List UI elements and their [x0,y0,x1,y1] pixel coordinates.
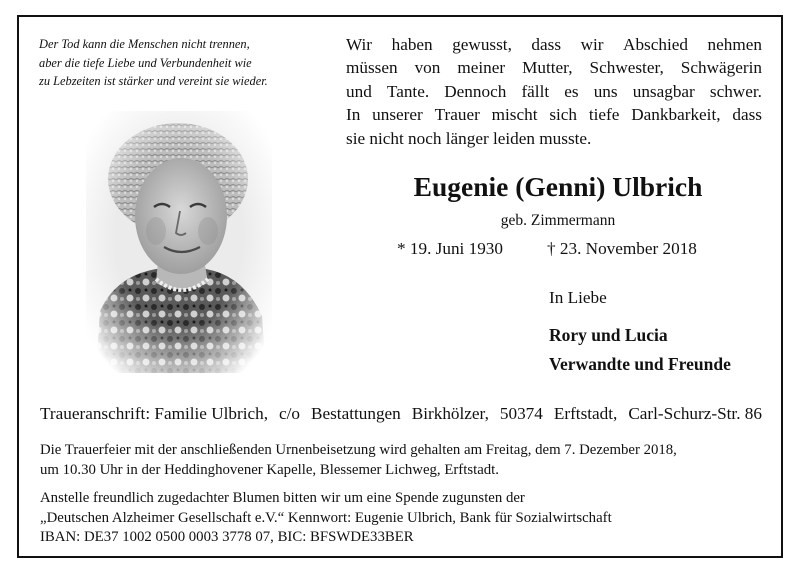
intro-word: sich [549,105,578,125]
ceremony-line: Die Trauerfeier mit der anschließenden Urnenbeisetzung wird gehalten am Freitag, dem 7. Dezember 2018, [40,442,677,458]
intro-word: In [346,105,361,125]
intro-word: Mutter, [522,58,573,78]
address-part: Traueranschrift: Familie Ulbrich, [40,404,269,423]
birth-date: * 19. Juni 1930 [397,239,503,258]
address-part: Carl-Schurz-Str. 86 [628,404,762,423]
intro-line [346,80,762,103]
quote-line: zu Lebzeiten ist stärker und vereint sie wieder. [39,74,268,88]
intro-word: Wir [346,35,373,54]
intro-word: mischt [491,105,538,125]
address-part: Bestattungen [311,404,401,423]
address-part: Erftstadt, [553,404,618,423]
ceremony-info [40,441,765,480]
quote-line: aber die tiefe Liebe und Verbundenheit wie [39,55,252,70]
intro-word: Trauer [434,105,480,125]
address-part: c/o [279,404,301,423]
intro-word: tiefe [588,105,620,125]
portrait-photo [86,111,272,373]
address-part: Birkhölzer, [411,404,489,423]
intro-line [346,103,762,126]
death-date: † 23. November 2018 [547,239,697,258]
intro-word: müssen [346,58,398,78]
quote-line: Der Tod kann die Menschen nicht trennen, [39,37,250,51]
intro-word: Dennoch [444,81,507,101]
maiden-name: geb. Zimmermann [500,212,616,229]
donation-info [40,489,765,548]
intro-word: Schwägerin [680,58,762,78]
intro-word: es [564,81,579,101]
intro-word: nehmen [707,35,762,54]
intro-word: dass [531,35,562,54]
intro-word: uns [593,81,618,101]
intro-word: haben [391,35,433,54]
donation-line: IBAN: DE37 1002 0500 0003 3778 07, BIC: BFSWDE33BER [40,529,414,545]
intro-word: unserer [372,105,423,125]
ceremony-line: um 10.30 Uhr in der Heddinghovener Kapelle, Blessemer Lichweg, Erftstadt. [40,461,499,478]
intro-word: dass [732,105,762,125]
intro-line [346,33,762,56]
deceased-name: Eugenie (Genni) Ulbrich [413,171,703,202]
intro-word: Abschied [623,35,688,54]
memorial-quote [39,35,324,91]
intro-line [346,56,762,79]
intro-word: schwer. [709,81,762,101]
intro-word: Dankbarkeit, [631,105,721,125]
intro-word: sie nicht noch länger leiden musste. [346,128,592,148]
intro-word: fällt [521,81,550,101]
mourners-intro: In Liebe [549,288,607,307]
intro-word: unsagbar [632,81,695,101]
intro-text [346,33,762,150]
intro-word: meiner [457,58,506,78]
intro-word: und [346,81,372,101]
intro-word: Schwester, [589,58,664,78]
donation-line: Anstelle freundlich zugedachter Blumen bitten wir um eine Spende zugunsten der [40,490,525,506]
address-part: 50374 [499,404,543,423]
intro-line [346,127,762,150]
intro-word: von [414,58,441,78]
mourners-line: Rory und Lucia [549,325,668,345]
intro-word: Tante. [386,81,430,101]
mourning-address [40,404,762,424]
donation-line: „Deutschen Alzheimer Gesellschaft e.V.“ Kennwort: Eugenie Ulbrich, Bank für Sozialwirtschaft [40,509,612,526]
intro-word: gewusst, [452,35,512,54]
mourners-line: Verwandte und Freunde [549,354,731,374]
intro-word: wir [580,35,604,54]
